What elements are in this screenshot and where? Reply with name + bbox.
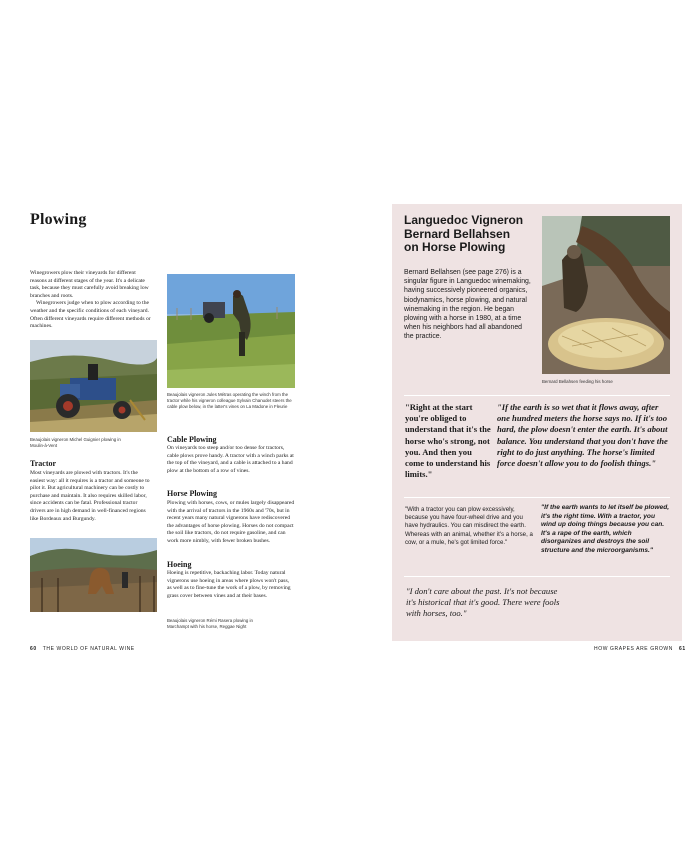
folio-right-text: HOW GRAPES ARE GROWN [594, 646, 673, 652]
divider-1 [404, 395, 670, 396]
photo-tractor-plowing [30, 340, 157, 432]
quote-earth-plowed: "If the earth wants to let itself be plowed, it's the right time. With a tractor, you wind up doing things because you can. It's a rape of the earth, which disorganizes and destroys the soil structure and the microorganisms." [541, 504, 670, 554]
photo-bernard-feeding-horse [542, 216, 670, 374]
horse-plowing-text: Plowing with horses, cows, or mules largely disappeared with the arrival of tractors in the 1960s and '70s, but in recent years many natural vignerons have rediscovered the advantages of horse plowing. Horses do not compact the soil like tractors, do not require gasoline, and can work more nimbly, with fewer broken bushes. [167, 500, 295, 544]
quote-tractor-excess: "With a tractor you can plow excessively, because you have four-wheel drive and you have hydraulics. You can misdirect the earth. Whereas with an animal, whether it's a horse, a cow, or a mule, he's got limited force." [405, 506, 533, 546]
sidebar-title-line-3: on Horse Plowing [404, 240, 506, 254]
divider-2 [404, 497, 670, 498]
photo-cable-plowing [30, 538, 157, 612]
sidebar-title-line-1: Languedoc Vigneron [404, 213, 524, 227]
caption-tractor: Beaujolais vigneron Michel Guignier plowing in Moulin-à-Vent [30, 437, 121, 448]
caption-horse: Beaujolais vigneron Rémi Rasera plowing in Marchampt with his horse, Reggae Night [167, 618, 253, 629]
sidebar-title-line-2: Bernard Bellahsen [404, 226, 511, 241]
quote-fools-with-horses: "I don't care about the past. It's not because it's historical that it's good. There were fools with horses, too." [406, 586, 560, 618]
divider-3 [404, 576, 670, 577]
intro-paragraph-2: Winegrowers judge when to plow according to the weather and the specific conditions of each vineyard. Often different vineyards require different methods or machines. [30, 300, 151, 330]
horse-plowing-heading: Horse Plowing [167, 489, 217, 498]
sidebar-title [404, 214, 523, 255]
photo-winch [167, 274, 295, 388]
quote-horse-strong: "Right at the start you're obliged to understand that it's the horse who's strong, not you. And then you come to understand his limits." [405, 402, 491, 480]
folio-left [30, 646, 135, 652]
tractor-text: Most vineyards are plowed with tractors. It's the easiest way: all it requires is a tractor and someone to pilot it. But agricultural machinery can be costly to purchase and maintain. It also requires skilled labor, since accidents can be fatal. Professional tractor drivers are in high demand in well-financed regions like Bordeaux and Burgundy. [30, 470, 150, 522]
folio-left-number: 60 [30, 646, 37, 652]
quote-earth-wet: "If the earth is so wet that it flows away, after one hundred meters the horse says no. If it's too hard, the plow doesn't enter the earth. It's about balance. You understand that you don't have the right to do just anything. The horse's limited force doesn't allow you to do foolish things." [497, 402, 668, 469]
sidebar-intro: Bernard Bellahsen (see page 276) is a singular figure in Languedoc winemaking, having successively pioneered organics, biodynamics, horse plowing, and natural winemaking in the region. He began plowing with a horse in 1980, at a time when his neighbors had all abandoned the practice. [404, 269, 531, 341]
folio-right-number: 61 [678, 646, 686, 652]
intro-paragraph [30, 270, 152, 331]
cable-plowing-text: On vineyards too steep and/or too dense for tractors, cable plows prove handy. A tractor with a winch parks at the top of the vineyard, and a cable is attached to a hand plow at the bottom of a row of vines. [167, 445, 294, 474]
cable-plowing-heading: Cable Plowing [167, 435, 217, 444]
hoeing-text: Hoeing is repetitive, backaching labor. Today natural vignerons use hoeing in areas where plows won't pass, as well as to fine-tune the work of a plow, by removing grass cover between vines and at their bases. [167, 570, 291, 599]
hoeing-heading: Hoeing [167, 560, 192, 569]
tractor-heading: Tractor [30, 459, 57, 468]
intro-paragraph-1: Winegrowers plow their vineyards for different reasons at different stages of the year. It's a delicate task, because they must carefully avoid breaking low branches and roots. [30, 270, 149, 299]
folio-left-text: THE WORLD OF NATURAL WINE [42, 646, 135, 652]
page-title: Plowing [30, 211, 87, 228]
caption-winch: Beaujolais vigneron Jules Métras operating the winch from the tractor while his vigneron colleague Sylvain Chanudet steers the cable plow below, in the latter's vines on La Madone in Fleurie [167, 392, 292, 409]
caption-bernard: Bernard Bellahsen feeding his horse [542, 379, 613, 384]
folio-right [594, 646, 686, 652]
